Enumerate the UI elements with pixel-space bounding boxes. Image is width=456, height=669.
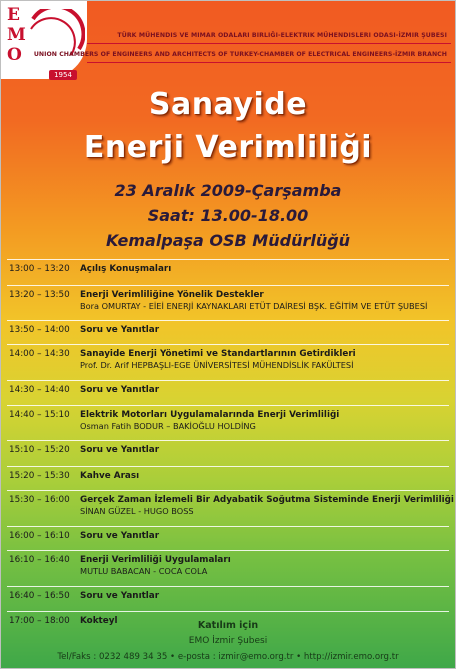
program-time: 15:30 – 16:00	[9, 495, 70, 505]
footer-contact: Tel/Faks : 0232 489 34 35 • e-posta : izmir@emo.org.tr • http://izmir.emo.org.tr	[57, 652, 399, 662]
logo-letter-o: O	[7, 45, 22, 65]
program-speaker: Prof. Dr. Arif HEPBAŞLI-EGE ÜNİVERSİTESİ MÜHENDİSLİK FAKÜLTESİ	[80, 360, 354, 370]
program-title: Kahve Arası	[80, 471, 140, 481]
program-speaker: SİNAN GÜZEL - HUGO BOSS	[80, 506, 194, 516]
program-speaker: Osman Fatih BODUR – BAKİOĞLU HOLDİNG	[80, 421, 256, 431]
program-time: 14:40 – 15:10	[9, 410, 70, 420]
footer-branch: EMO İzmir Şubesi	[188, 636, 268, 646]
program-row-divider	[7, 380, 449, 381]
program-title: Sanayide Enerji Yönetimi ve Standartlarının Getirdikleri	[80, 349, 356, 359]
program-row-divider	[7, 344, 449, 345]
header-divider	[87, 43, 451, 44]
program-title: Enerji Verimliliğine Yönelik Destekler	[80, 290, 264, 300]
program-title: Soru ve Yanıtlar	[80, 325, 160, 335]
program-title: Açılış Konuşmaları	[80, 264, 172, 274]
program-time: 13:00 – 13:20	[9, 264, 70, 274]
logo-arc-icon	[27, 9, 85, 67]
program-row-divider	[7, 259, 449, 260]
event-time: Saat: 13.00-18.00	[147, 206, 309, 225]
program-time: 16:00 – 16:10	[9, 531, 70, 541]
program-row-divider	[7, 586, 449, 587]
program-time: 15:10 – 15:20	[9, 445, 70, 455]
program-row-divider	[7, 405, 449, 406]
program-title: Elektrik Motorları Uygulamalarında Enerji Verimliliği	[80, 410, 340, 420]
logo-year-badge: 1954	[49, 70, 77, 80]
program-time: 13:50 – 14:00	[9, 325, 70, 335]
program-time: 17:00 – 18:00	[9, 616, 70, 626]
program-title: Soru ve Yanıtlar	[80, 591, 160, 601]
org-name-tr: TÜRK MÜHENDIS VE MIMAR ODALARI BIRLIĞI-ELEKTRIK MÜHENDISLERI ODASI-İZMIR ŞUBESI	[117, 32, 447, 39]
event-date: 23 Aralık 2009-Çarşamba	[114, 181, 342, 200]
program-speaker: Bora OMURTAY - EİEİ ENERJİ KAYNAKLARI ETÜT DAİRESİ BŞK. EĞİTİM VE ETÜT ŞUBESİ	[80, 301, 428, 311]
program-row-divider	[7, 285, 449, 286]
program-row-divider	[7, 526, 449, 527]
header-divider	[87, 62, 451, 63]
program-title: Gerçek Zaman İzlemeli Bir Adyabatik Soğutma Sisteminde Enerji Verimliliği	[80, 495, 454, 505]
program-row-divider	[7, 611, 449, 612]
program-row-divider	[7, 466, 449, 467]
event-title-line1: Sanayide	[148, 87, 308, 122]
footer-heading: Katılım için	[197, 620, 259, 631]
program-row-divider	[7, 440, 449, 441]
program-title: Kokteyl	[80, 616, 118, 626]
program-time: 16:40 – 16:50	[9, 591, 70, 601]
program-title: Soru ve Yanıtlar	[80, 531, 160, 541]
org-name-en: UNION CHAMBERS OF ENGINEERS AND ARCHITECTS OF TURKEY-CHAMBER OF ELECTRICAL ENGINEERS-İZMIR BRANCH	[33, 51, 447, 58]
program-title: Soru ve Yanıtlar	[80, 445, 160, 455]
program-title: Enerji Verimliliği Uygulamaları	[80, 555, 231, 565]
program-time: 13:20 – 13:50	[9, 290, 70, 300]
program-row-divider	[7, 320, 449, 321]
event-title-line2: Enerji Verimliliği	[83, 130, 373, 165]
program-time: 14:30 – 14:40	[9, 385, 70, 395]
event-venue: Kemalpaşa OSB Müdürlüğü	[105, 231, 351, 250]
emo-logo	[1, 1, 87, 79]
program-time: 16:10 – 16:40	[9, 555, 70, 565]
program-title: Soru ve Yanıtlar	[80, 385, 160, 395]
logo-letter-m: M	[7, 25, 26, 45]
program-speaker: MUTLU BABACAN - COCA COLA	[80, 566, 208, 576]
logo-letter-e: E	[7, 5, 20, 25]
program-time: 15:20 – 15:30	[9, 471, 70, 481]
program-row-divider	[7, 550, 449, 551]
program-row-divider	[7, 490, 449, 491]
program-time: 14:00 – 14:30	[9, 349, 70, 359]
logo-letters	[7, 5, 26, 65]
